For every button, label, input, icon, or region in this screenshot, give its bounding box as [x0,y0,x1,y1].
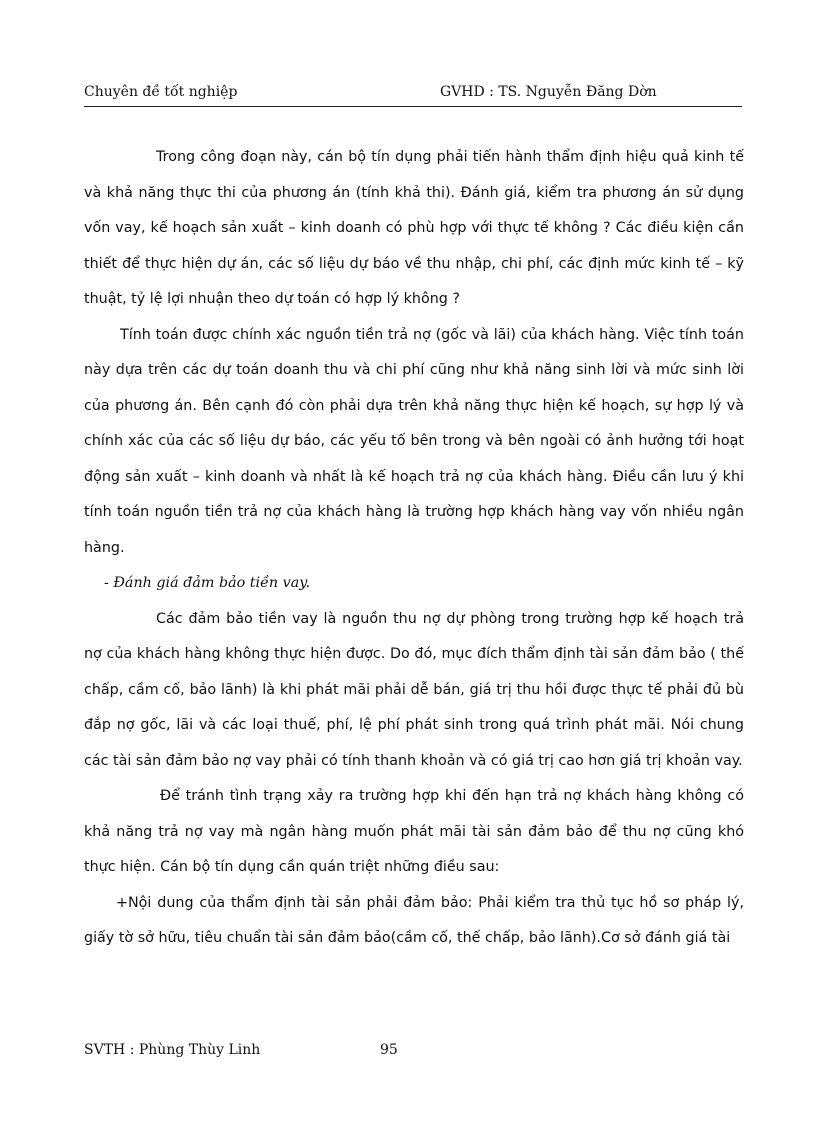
page-number: 95 [380,1042,398,1058]
page-header [84,84,742,107]
header-advisor: GVHD : TS. Nguyễn Đăng Dờn [440,84,657,100]
footer-student-name: SVTH : Phùng Thùy Linh [84,1042,261,1058]
paragraph-repayment-source: Tính toán được chính xác nguồn tiền trả nợ (gốc và lãi) của khách hàng. Việc tính toán này dựa trên các dự toán doanh thu và chi phí cũng như khả năng sinh lời và mức sinh lời của phương án. Bên cạnh đó còn phải dựa trên khả năng thực hiện kế hoạch, sự hợp lý và chính xác của các số liệu dự báo, các yếu tố bên trong và bên ngoài có ảnh hưởng tới hoạt động sản xuất – kinh doanh và nhất là kế hoạch trả nợ của khách hàng. Điều cần lưu ý khi tính toán nguồn tiền trả nợ của khách hàng là trường hợp khách hàng vay vốn nhiều ngân hàng. [84,326,744,556]
paragraph-appraisal-content: +Nội dung của thẩm định tài sản phải đảm bảo: Phải kiểm tra thủ tục hồ sơ pháp lý, giấy tờ sở hữu, tiêu chuẩn tài sản đảm bảo(cầm cố, thế chấp, bảo lãnh).Cơ sở đánh giá tài [84,894,744,946]
subheading-loan-guarantee: - Đánh giá đảm bảo tiền vay. [104,575,310,591]
paragraph-feasibility: Trong công đoạn này, cán bộ tín dụng phải tiến hành thẩm định hiệu quả kinh tế và khả năng thực thi của phương án (tính khả thi). Đánh giá, kiểm tra phương án sử dụng vốn vay, kế hoạch sản xuất – kinh doanh có phù hợp với thực tế không ? Các điều kiện cần thiết để thực hiện dự án, các số liệu dự báo về thu nhập, chi phí, các định mức kinh tế – kỹ thuật, tỷ lệ lợi nhuận theo dự toán có hợp lý không ? [84,149,744,307]
header-document-title: Chuyên đề tốt nghiệp [84,84,238,100]
paragraph-avoid-risk: Để tránh tình trạng xảy ra trường hợp khi đến hạn trả nợ khách hàng không có khả năng trả nợ vay mà ngân hàng muốn phát mãi tài sản đảm bảo để thu nợ cũng khó thực hiện. Cán bộ tín dụng cần quán triệt những điều sau: [84,788,744,875]
page-body [84,140,744,957]
paragraph-collateral: Các đảm bảo tiền vay là nguồn thu nợ dự phòng trong trường hợp kế hoạch trả nợ của khách hàng không thực hiện được. Do đó, mục đích thẩm định tài sản đảm bảo ( thế chấp, cầm cố, bảo lãnh) là khi phát mãi phải dễ bán, giá trị thu hồi được thực tế phải đủ bù đắp nợ gốc, lãi và các loại thuế, phí, lệ phí phát sinh trong quá trình phát mãi. Nói chung các tài sản đảm bảo nợ vay phải có tính thanh khoản và có giá trị cao hơn giá trị khoản vay. [84,610,744,769]
